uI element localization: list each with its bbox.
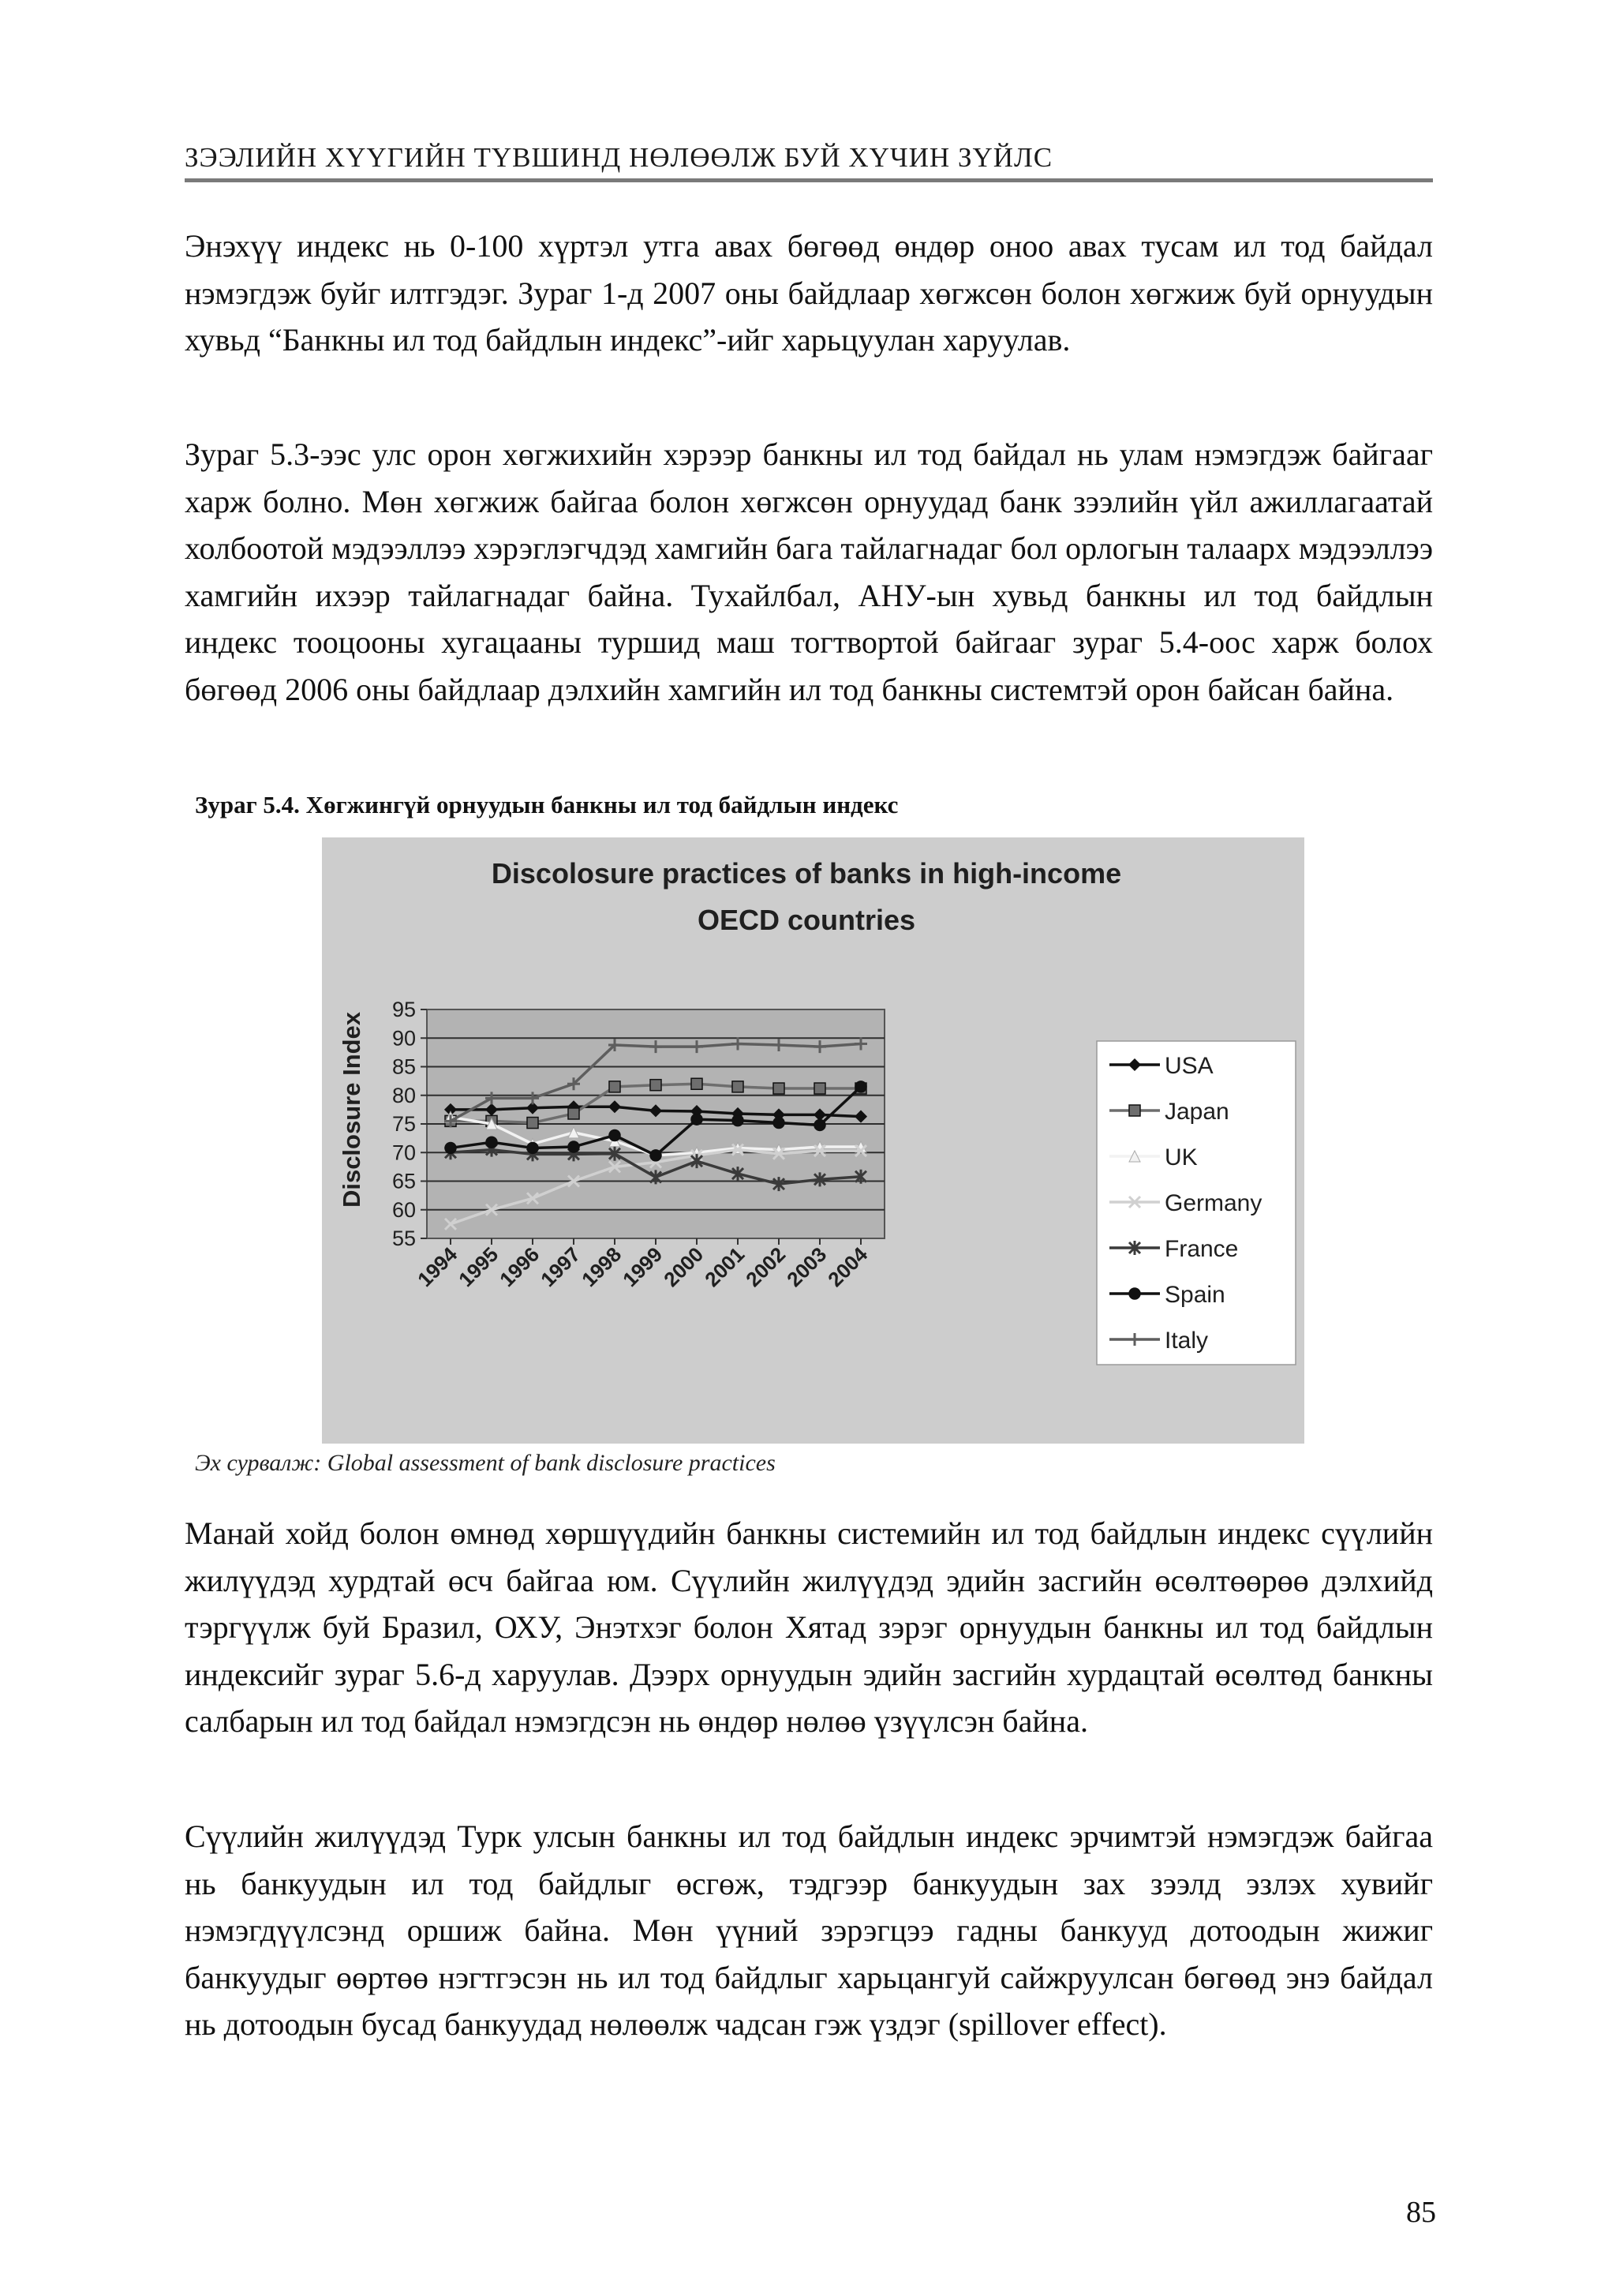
chart-title-line1: Discolosure practices of banks in high-income	[491, 857, 1122, 890]
data-point-japan	[814, 1083, 825, 1094]
x-tick-label: 2000	[659, 1242, 709, 1292]
legend-label-usa: USA	[1165, 1053, 1214, 1079]
x-tick-label: 1998	[577, 1242, 627, 1292]
x-tick-label: 2001	[700, 1242, 750, 1292]
y-tick-label: 80	[391, 1083, 416, 1107]
paragraph-4: Сүүлийн жилүүдэд Турк улсын банкны ил тод байдлын индекс эрчимтэй нэмэгдэж байгаа нь банкуудын ил тод байдлыг өсгөж, тэдгээр банкуудын зах зээлд эзлэх хувийг нэмэгдүүлсэнд оршиж байна. Мөн үүний зэрэгцээ гадны банкууд дотоодын жижиг банкуудыг өөртөө нэгтгэсэн нь ил тод байдлыг харьцангуй сайжруулсан бөгөөд энэ байдал нь дотоодын бусад банкуудад нөлөөлж чадсан гэж үздэг (spillover effect).	[185, 1818, 1433, 2042]
data-point-japan	[773, 1083, 784, 1094]
legend-label-japan: Japan	[1165, 1099, 1229, 1125]
x-tick-label: 2003	[782, 1242, 832, 1292]
data-point-japan	[527, 1118, 538, 1129]
x-tick-label: 1994	[413, 1242, 462, 1292]
data-point-spain	[445, 1142, 456, 1153]
data-point-spain	[527, 1142, 538, 1153]
y-tick-label: 85	[391, 1054, 416, 1079]
running-header: ЗЭЭЛИЙН ХҮҮГИЙН ТҮВШИНД НӨЛӨӨЛЖ БУЙ ХҮЧИН ЗҮЙЛС	[185, 142, 1433, 182]
data-point-spain	[732, 1115, 743, 1126]
paragraph-3: Манай хойд болон өмнөд хөршүүдийн банкны системийн ил тод байдлын индекс сүүлийн жилүүдэд хурдтай өсч байгаа юм. Сүүлийн жилүүдэд эдийн засгийн өсөлтөөрөө дэлхийд тэргүүлж буй Бразил, ОХУ, Энэтхэг болон Хятад зэрэг орнуудын банкны ил тод байдлын индексийг зураг 5.6-д харуулав. Дээрх орнуудын эдийн засгийн хурдацтай өсөлтөд банкны салбарын ил тод байдал нэмэгдсэн нь өндөр нөлөө үзүүлсэн байна.	[185, 1515, 1433, 1739]
legend-label-france: France	[1165, 1236, 1239, 1262]
y-tick-label: 55	[391, 1227, 416, 1250]
data-point-spain	[814, 1119, 825, 1130]
disclosure-line-chart	[322, 837, 1304, 1444]
data-point-spain	[486, 1137, 497, 1148]
legend-label-italy: Italy	[1165, 1328, 1209, 1354]
data-point-spain	[609, 1130, 620, 1141]
data-point-spain	[650, 1150, 661, 1161]
data-point-japan	[650, 1080, 661, 1091]
data-point-spain	[691, 1114, 702, 1125]
chart-title-line2: OECD countries	[697, 904, 916, 936]
figure-source: Эх сурвалж: Global assessment of bank disclosure practices	[195, 1450, 776, 1476]
y-tick-label: 95	[391, 998, 416, 1021]
legend-label-spain: Spain	[1165, 1282, 1225, 1308]
x-tick-label: 1997	[536, 1242, 585, 1292]
legend-label-uk: UK	[1165, 1144, 1198, 1170]
data-point-japan	[732, 1081, 743, 1092]
legend-label-germany: Germany	[1165, 1190, 1262, 1216]
paragraph-2: Зураг 5.3-ээс улс орон хөгжихийн хэрээр банкны ил тод байдал нь улам нэмэгдэж байгааг харж болно. Мөн хөгжиж байгаа болон хөгжсөн орнуудад банк зээлийн үйл ажиллагаатай холбоотой мэдээллээ хэрэглэгчдэд хамгийн бага тайлагнадаг бол орлогын талаарх мэдээллээ хамгийн ихээр тайлагнадаг байна. Тухайлбал, АНУ-ын хувьд банкны ил тод байдлын индекс тооцооны хугацааны туршид маш тогтвортой байгааг зураг 5.4-оос харж болох бөгөөд 2006 оны байдлаар дэлхийн хамгийн ил тод банкны системтэй орон байсан байна.	[185, 436, 1433, 707]
legend-marker-japan	[1129, 1105, 1140, 1116]
x-tick-label: 1999	[618, 1242, 668, 1292]
page-number: 85	[1406, 2196, 1436, 2229]
y-tick-label: 60	[391, 1197, 416, 1222]
y-tick-label: 65	[391, 1169, 416, 1193]
data-point-japan	[568, 1108, 579, 1119]
data-point-spain	[568, 1141, 579, 1152]
legend-marker-spain	[1129, 1288, 1140, 1299]
data-point-spain	[855, 1081, 866, 1092]
figure-caption: Зураг 5.4. Хөгжингүй орнуудын банкны ил тод байдлын индекс	[195, 791, 899, 818]
x-tick-label: 1996	[495, 1242, 544, 1292]
data-point-japan	[609, 1081, 620, 1092]
x-tick-label: 2004	[823, 1242, 873, 1292]
x-tick-label: 2002	[741, 1242, 791, 1292]
x-tick-label: 1995	[454, 1242, 503, 1292]
data-point-spain	[773, 1118, 784, 1129]
y-tick-label: 90	[391, 1026, 416, 1051]
data-point-japan	[691, 1078, 702, 1089]
y-axis-label: Disclosure Index	[338, 1011, 365, 1208]
y-tick-label: 75	[391, 1112, 416, 1136]
y-tick-label: 70	[391, 1141, 416, 1165]
paragraph-1: Энэхүү индекс нь 0-100 хүртэл утга авах бөгөөд өндөр оноо авах тусам ил тод байдал нэмэгдэж буйг илтгэдэг. Зураг 1-д 2007 оны байдлаар хөгжсөн болон хөгжиж буй орнуудын хувьд “Банкны ил тод байдлын индекс”-ийг харьцуулан харуулав.	[185, 228, 1433, 358]
